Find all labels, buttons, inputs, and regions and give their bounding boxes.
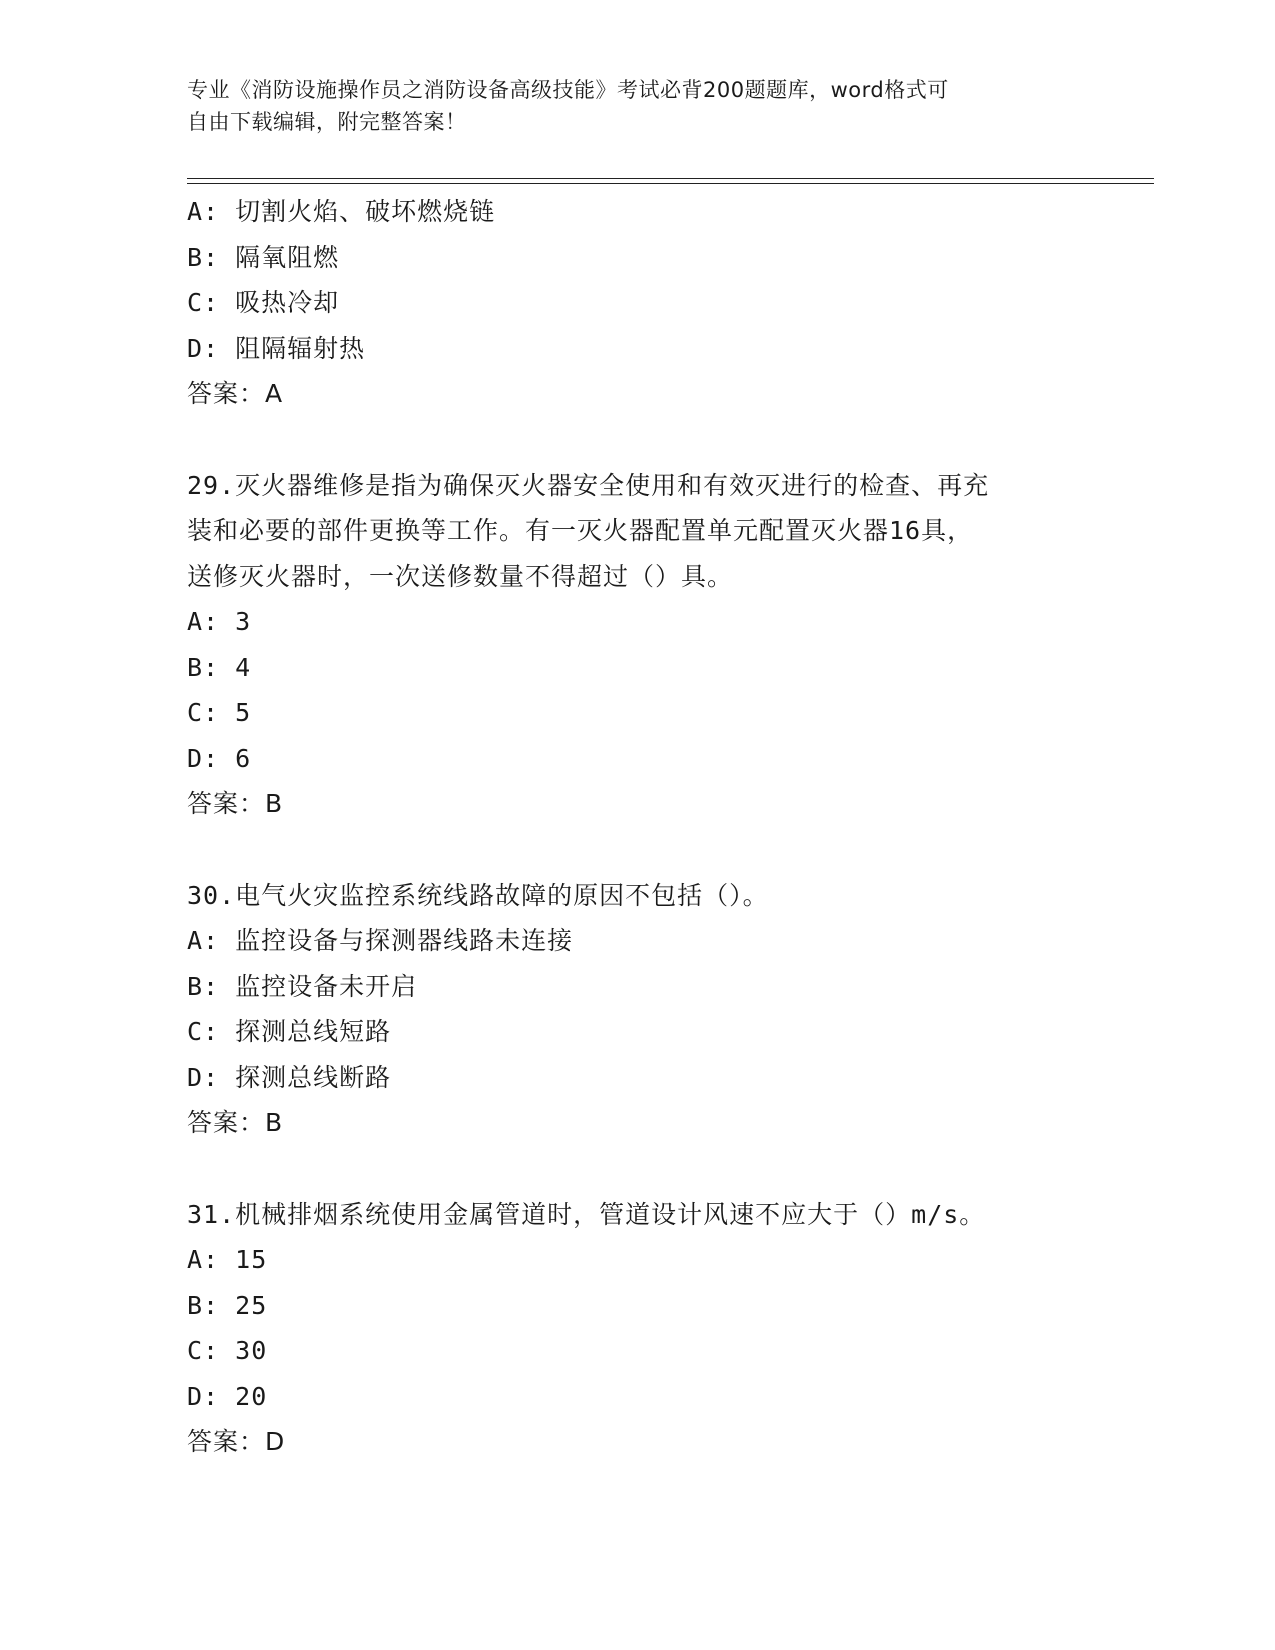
option-c: C: 5 [187, 698, 252, 727]
question-text-line: 装和必要的部件更换等工作。有一灭火器配置单元配置灭火器16具， [187, 516, 974, 545]
question-block-30 [187, 873, 1107, 1146]
question-text-line: 31.机械排烟系统使用金属管道时，管道设计风速不应大于（）m/s。 [187, 1199, 986, 1229]
header-divider-bottom [187, 183, 1154, 184]
question-block-31 [187, 1192, 1107, 1465]
option-d: D: 探测总线断路 [187, 1062, 392, 1092]
question-list [187, 189, 1107, 1465]
option-d: D: 20 [187, 1381, 268, 1411]
option-a: A: 切割火焰、破坏燃烧链 [187, 197, 496, 226]
option-a: A: 监控设备与探测器线路未连接 [187, 926, 574, 955]
option-d: D: 6 [187, 743, 252, 773]
question-block-29 [187, 463, 1107, 827]
header-line-2: 自由下载编辑，附完整答案！ [187, 110, 467, 134]
document-header [187, 74, 1087, 138]
answer-line: 答案：A [187, 379, 284, 408]
option-a: A: 3 [187, 607, 252, 636]
question-text-line: 送修灭火器时，一次送修数量不得超过（）具。 [187, 561, 734, 591]
header-line-1: 专业《消防设施操作员之消防设备高级技能》考试必背200题题库，word格式可 [187, 78, 949, 102]
option-d: D: 阻隔辐射热 [187, 333, 366, 363]
question-block-28 [187, 189, 1107, 417]
answer-line: 答案：D [187, 1427, 286, 1456]
option-c: C: 30 [187, 1336, 268, 1365]
question-text-line: 29.灭火器维修是指为确保灭火器安全使用和有效灭进行的检查、再充 [187, 470, 990, 500]
option-c: C: 探测总线短路 [187, 1017, 392, 1046]
option-b: B: 监控设备未开启 [187, 971, 418, 1001]
answer-line: 答案：B [187, 1108, 284, 1137]
option-a: A: 15 [187, 1245, 268, 1274]
option-b: B: 隔氧阻燃 [187, 242, 340, 272]
spacer [187, 1146, 1107, 1192]
option-b: B: 4 [187, 652, 252, 682]
spacer [187, 827, 1107, 873]
option-b: B: 25 [187, 1290, 268, 1320]
header-divider-top [187, 178, 1154, 179]
option-c: C: 吸热冷却 [187, 288, 340, 317]
answer-line: 答案：B [187, 789, 284, 818]
question-text-line: 30.电气火灾监控系统线路故障的原因不包括（）。 [187, 880, 769, 910]
spacer [187, 417, 1107, 463]
